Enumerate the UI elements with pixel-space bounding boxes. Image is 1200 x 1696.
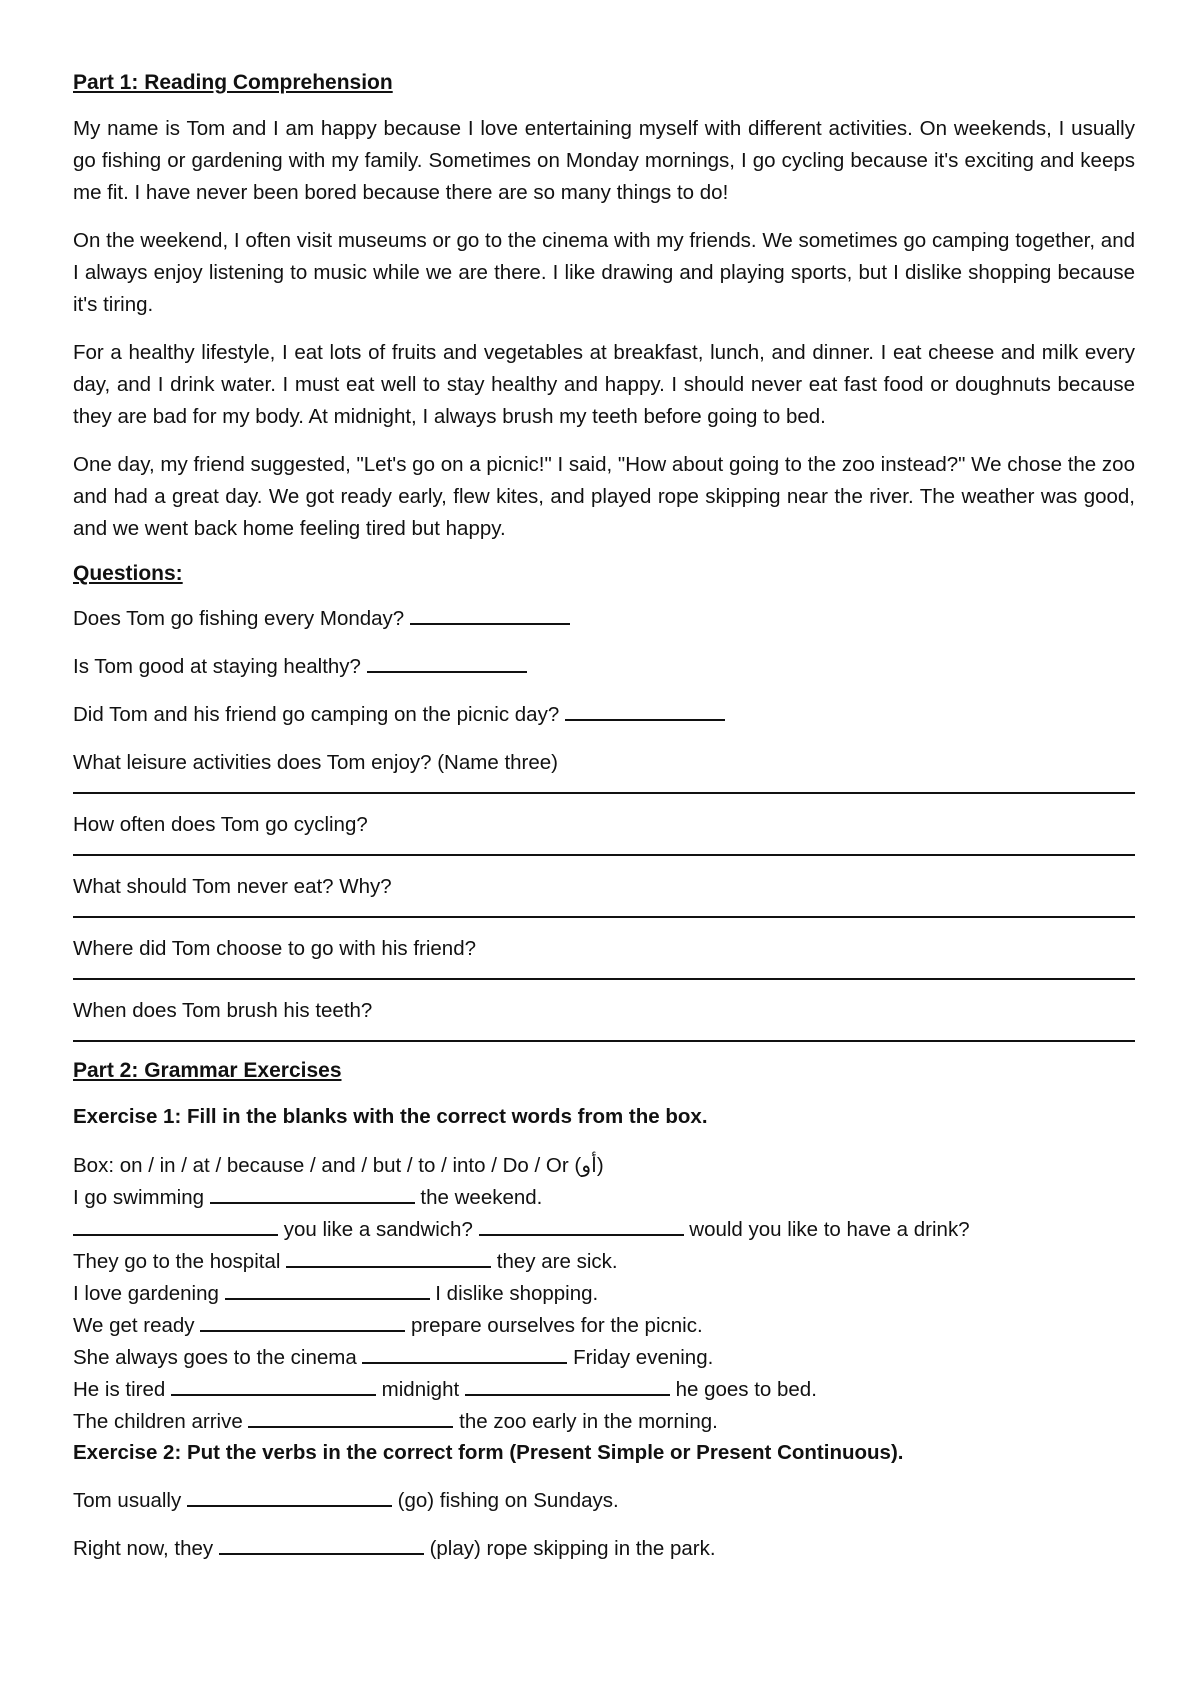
question-short [73, 652, 1135, 682]
answer-blank[interactable] [367, 670, 527, 673]
answer-line[interactable] [73, 916, 1135, 918]
sentence-text: he goes to bed. [669, 1377, 817, 1401]
sentence-text: He is tired [73, 1377, 171, 1401]
sentence-text: they are sick. [491, 1249, 618, 1273]
sentence-line [73, 1214, 1135, 1246]
question-long [73, 748, 1135, 794]
fill-blank[interactable] [73, 1233, 278, 1236]
reading-paragraph: On the weekend, I often visit museums or go to the cinema with my friends. We sometimes go camping together, and I always enjoy listening to music while we are there. I like drawing and playing sports, but I dislike shopping because it's tiring. [73, 229, 1135, 317]
sentence-text: She always goes to the cinema [73, 1345, 363, 1369]
question-short [73, 604, 1135, 634]
question-long [73, 810, 1135, 856]
sentence-line [73, 1310, 1135, 1342]
part1-heading: Part 1: Reading Comprehension [73, 71, 393, 94]
fill-blank[interactable] [465, 1393, 670, 1396]
fill-blank[interactable] [219, 1552, 424, 1555]
fill-blank[interactable] [225, 1297, 430, 1300]
sentence-line [73, 1246, 1135, 1278]
fill-blank[interactable] [479, 1233, 684, 1236]
sentence-text: The children arrive [73, 1409, 249, 1433]
sentence-text: They go to the hospital [73, 1249, 287, 1273]
sentence-text: (go) fishing on Sundays. [391, 1488, 619, 1512]
sentence-text: you like a sandwich? [278, 1217, 479, 1241]
worksheet-page [73, 70, 1135, 1582]
word-box: Box: on / in / at / because / and / but / to / into / Do / Or (أو) [73, 1153, 604, 1177]
question-long [73, 934, 1135, 980]
sentence-text: the weekend. [414, 1185, 543, 1209]
question-text: When does Tom brush his teeth? [73, 999, 373, 1023]
fill-blank[interactable] [248, 1425, 453, 1428]
answer-line[interactable] [73, 854, 1135, 856]
sentence-text: Right now, they [73, 1536, 219, 1560]
question-long [73, 872, 1135, 918]
answer-line[interactable] [73, 792, 1135, 794]
sentence-line [73, 1342, 1135, 1374]
fill-blank[interactable] [286, 1265, 491, 1268]
sentence-text: would you like to have a drink? [683, 1217, 970, 1241]
sentence-text: Tom usually [73, 1488, 187, 1512]
fill-blank[interactable] [171, 1393, 376, 1396]
reading-paragraph: My name is Tom and I am happy because I love entertaining myself with different activities. On weekends, I usually go fishing or gardening with my family. Sometimes on Monday mornings, I go cycling because it's exciting and keeps me fit. I have never been bored because there are so many things to do! [73, 117, 1135, 205]
fill-blank[interactable] [187, 1504, 392, 1507]
sentence-text: I love gardening [73, 1281, 225, 1305]
question-short [73, 700, 1135, 730]
fill-blank[interactable] [200, 1329, 405, 1332]
exercise2-title: Exercise 2: Put the verbs in the correct form (Present Simple or Present Continuous). [73, 1440, 904, 1464]
question-text: What leisure activities does Tom enjoy? (Name three) [73, 751, 558, 775]
fill-blank[interactable] [210, 1201, 415, 1204]
sentence-text: the zoo early in the morning. [453, 1409, 718, 1433]
exercise1-title: Exercise 1: Fill in the blanks with the correct words from the box. [73, 1104, 708, 1128]
answer-line[interactable] [73, 1040, 1135, 1042]
sentence-text: prepare ourselves for the picnic. [405, 1313, 703, 1337]
question-text: Does Tom go fishing every Monday? [73, 607, 405, 631]
sentence-line [73, 1374, 1135, 1406]
exercise2-sentences [73, 1486, 1135, 1564]
reading-paragraph: One day, my friend suggested, "Let's go on a picnic!" I said, "How about going to the zoo instead?" We chose the zoo and had a great day. We got ready early, flew kites, and played rope skipping near the river. The weather was good, and we went back home feeling tired but happy. [73, 453, 1135, 541]
sentence-line [73, 1278, 1135, 1310]
fill-blank[interactable] [362, 1361, 567, 1364]
answer-blank[interactable] [410, 622, 570, 625]
answer-blank[interactable] [565, 718, 725, 721]
question-long [73, 996, 1135, 1042]
sentence-line [73, 1486, 1135, 1516]
question-text: Is Tom good at staying healthy? [73, 655, 361, 679]
question-text: Where did Tom choose to go with his friend? [73, 937, 477, 961]
questions-heading: Questions: [73, 562, 183, 586]
sentence-text: midnight [375, 1377, 465, 1401]
sentence-text: I go swimming [73, 1185, 210, 1209]
part2-heading: Part 2: Grammar Exercises [73, 1059, 342, 1083]
sentence-line [73, 1182, 1135, 1214]
exercise1-sentences [73, 1182, 1135, 1438]
sentence-text: I dislike shopping. [429, 1281, 599, 1305]
sentence-text: Friday evening. [567, 1345, 714, 1369]
sentence-line [73, 1406, 1135, 1438]
sentence-line [73, 1534, 1135, 1564]
answer-line[interactable] [73, 978, 1135, 980]
question-text: What should Tom never eat? Why? [73, 875, 392, 899]
sentence-text: We get ready [73, 1313, 201, 1337]
question-text: Did Tom and his friend go camping on the picnic day? [73, 703, 560, 727]
question-text: How often does Tom go cycling? [73, 813, 368, 837]
sentence-text: (play) rope skipping in the park. [423, 1536, 716, 1560]
reading-paragraph: For a healthy lifestyle, I eat lots of fruits and vegetables at breakfast, lunch, and dinner. I eat cheese and milk every day, and I drink water. I must eat well to stay healthy and happy. I should never eat fast food or doughnuts because they are bad for my body. At midnight, I always brush my teeth before going to bed. [73, 341, 1135, 429]
